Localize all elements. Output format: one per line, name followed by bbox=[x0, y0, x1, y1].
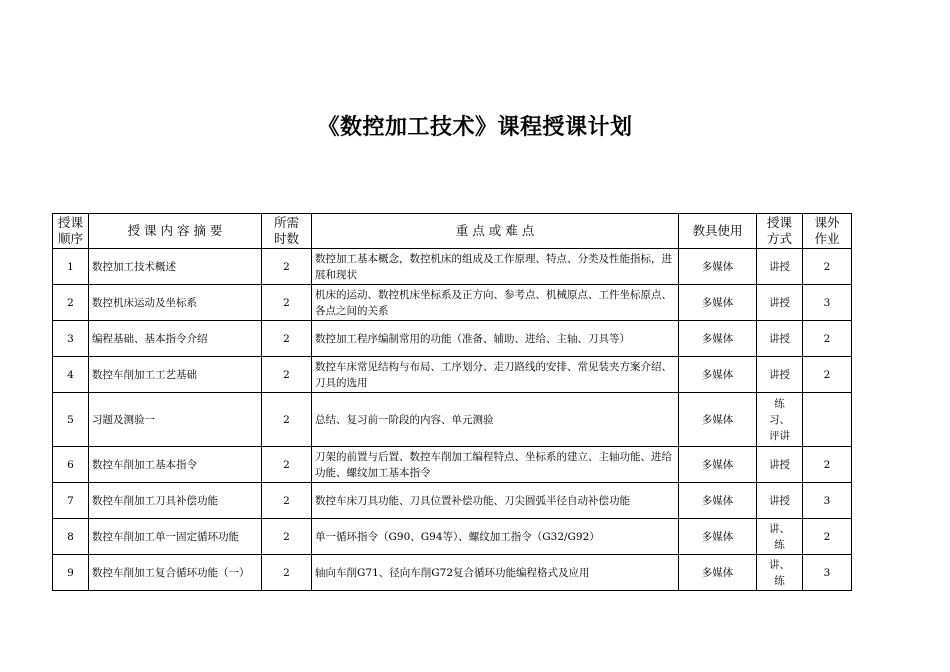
table-row bbox=[53, 519, 852, 555]
row-method: 讲授 bbox=[757, 483, 803, 519]
row-hours: 2 bbox=[262, 393, 312, 447]
row-content: 数控机床运动及坐标系 bbox=[89, 285, 262, 321]
row-tools: 多媒体 bbox=[679, 249, 757, 285]
row-order: 1 bbox=[53, 249, 89, 285]
row-hours: 2 bbox=[262, 447, 312, 483]
row-method: 讲授 bbox=[757, 249, 803, 285]
row-homework: 2 bbox=[803, 519, 852, 555]
header-order: 授课 顺序 bbox=[53, 214, 89, 249]
row-key-points: 数控加工程序编制常用的功能（准备、辅助、进给、主轴、刀具等） bbox=[312, 321, 679, 357]
row-method: 讲授 bbox=[757, 285, 803, 321]
row-method: 讲、 练 bbox=[757, 555, 803, 591]
row-homework: 3 bbox=[803, 555, 852, 591]
row-order: 4 bbox=[53, 357, 89, 393]
table-row bbox=[53, 393, 852, 447]
row-order: 3 bbox=[53, 321, 89, 357]
row-content: 数控车削加工单一固定循环功能 bbox=[89, 519, 262, 555]
row-homework: 2 bbox=[803, 447, 852, 483]
row-content: 数控加工技术概述 bbox=[89, 249, 262, 285]
row-key-points: 数控车床刀具功能、刀具位置补偿功能、刀尖圆弧半径自动补偿功能 bbox=[312, 483, 679, 519]
row-method: 讲授 bbox=[757, 447, 803, 483]
table-row bbox=[53, 555, 852, 591]
row-hours: 2 bbox=[262, 555, 312, 591]
row-homework: 3 bbox=[803, 285, 852, 321]
row-key-points: 总结、复习前一阶段的内容、单元测验 bbox=[312, 393, 679, 447]
row-order: 6 bbox=[53, 447, 89, 483]
row-method: 讲、 练 bbox=[757, 519, 803, 555]
row-hours: 2 bbox=[262, 357, 312, 393]
row-order: 7 bbox=[53, 483, 89, 519]
row-tools: 多媒体 bbox=[679, 357, 757, 393]
row-content: 编程基础、基本指令介绍 bbox=[89, 321, 262, 357]
row-key-points: 单一循环指令（G90、G94等）、螺纹加工指令（G32/G92） bbox=[312, 519, 679, 555]
document-title: 《数控加工技术》课程授课计划 bbox=[317, 115, 633, 140]
header-tools: 教具使用 bbox=[679, 214, 757, 249]
row-key-points: 刀架的前置与后置、数控车削加工编程特点、坐标系的建立、主轴功能、进给功能、螺纹加工基本指令 bbox=[312, 447, 679, 483]
row-method: 讲授 bbox=[757, 357, 803, 393]
header-homework: 课外 作业 bbox=[803, 214, 852, 249]
row-key-points: 机床的运动、数控机床坐标系及正方向、参考点、机械原点、工件坐标原点、各点之间的关系 bbox=[312, 285, 679, 321]
row-hours: 2 bbox=[262, 519, 312, 555]
row-method: 练 习、 评讲 bbox=[757, 393, 803, 447]
row-tools: 多媒体 bbox=[679, 519, 757, 555]
table-row bbox=[53, 447, 852, 483]
table-row bbox=[53, 249, 852, 285]
table-row bbox=[53, 483, 852, 519]
row-homework: 3 bbox=[803, 483, 852, 519]
row-tools: 多媒体 bbox=[679, 285, 757, 321]
row-order: 8 bbox=[53, 519, 89, 555]
table-row bbox=[53, 357, 852, 393]
row-content: 数控车削加工复合循环功能（一） bbox=[89, 555, 262, 591]
row-homework: 2 bbox=[803, 249, 852, 285]
row-homework: 2 bbox=[803, 321, 852, 357]
header-key-points: 重 点 或 难 点 bbox=[312, 214, 679, 249]
row-tools: 多媒体 bbox=[679, 321, 757, 357]
header-content: 授 课 内 容 摘 要 bbox=[89, 214, 262, 249]
row-tools: 多媒体 bbox=[679, 555, 757, 591]
row-order: 5 bbox=[53, 393, 89, 447]
row-tools: 多媒体 bbox=[679, 393, 757, 447]
row-content: 数控车削加工工艺基础 bbox=[89, 357, 262, 393]
row-content: 数控车削加工刀具补偿功能 bbox=[89, 483, 262, 519]
table-header-row bbox=[53, 214, 852, 249]
row-method: 讲授 bbox=[757, 321, 803, 357]
row-hours: 2 bbox=[262, 483, 312, 519]
header-hours: 所需 时数 bbox=[262, 214, 312, 249]
row-tools: 多媒体 bbox=[679, 483, 757, 519]
row-key-points: 数控车床常见结构与布局、工序划分、走刀路线的安排、常见装夹方案介绍、刀具的选用 bbox=[312, 357, 679, 393]
row-tools: 多媒体 bbox=[679, 447, 757, 483]
row-content: 习题及测验一 bbox=[89, 393, 262, 447]
row-key-points: 数控加工基本概念，数控机床的组成及工作原理、特点、分类及性能指标，进展和现状 bbox=[312, 249, 679, 285]
course-plan-table bbox=[52, 213, 852, 591]
row-homework: 2 bbox=[803, 357, 852, 393]
row-hours: 2 bbox=[262, 249, 312, 285]
row-key-points: 轴向车削G71、径向车削G72复合循环功能编程格式及应用 bbox=[312, 555, 679, 591]
row-order: 9 bbox=[53, 555, 89, 591]
row-hours: 2 bbox=[262, 321, 312, 357]
row-order: 2 bbox=[53, 285, 89, 321]
table-row bbox=[53, 321, 852, 357]
table-row bbox=[53, 285, 852, 321]
row-content: 数控车削加工基本指令 bbox=[89, 447, 262, 483]
header-method: 授课 方式 bbox=[757, 214, 803, 249]
row-homework bbox=[803, 393, 852, 447]
row-hours: 2 bbox=[262, 285, 312, 321]
